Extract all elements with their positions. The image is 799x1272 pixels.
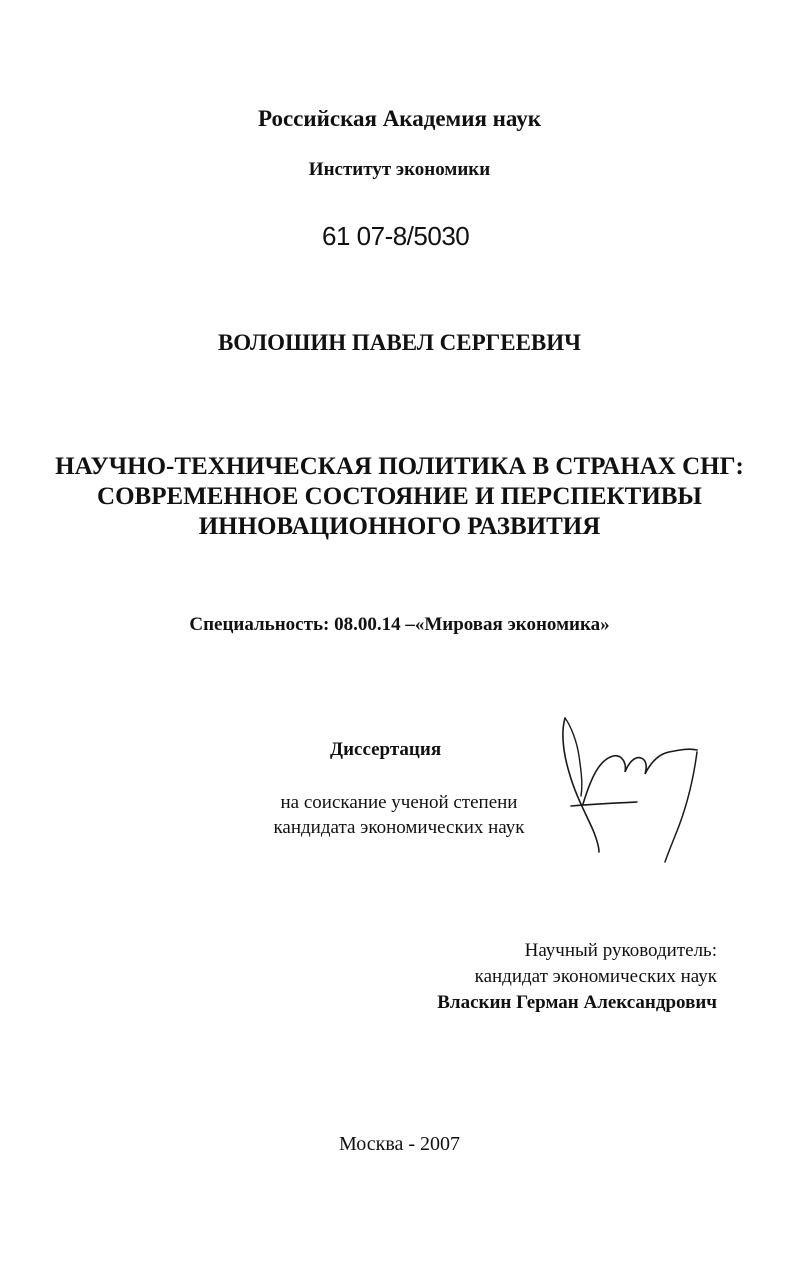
thesis-title [0,452,799,542]
advisor-name: Власкин Герман Александрович [437,992,717,1013]
degree-line: на соискание ученой степени [280,792,518,813]
thesis-title-line: ИННОВАЦИОННОГО РАЗВИТИЯ [198,513,601,540]
place-and-year: Москва - 2007 [338,1133,461,1155]
degree-statement [262,790,536,840]
author-name: ВОЛОШИН ПАВЕЛ СЕРГЕЕВИЧ [217,330,582,355]
academy-name: Российская Академия наук [257,106,541,131]
scientific-advisor [437,938,717,1016]
dissertation-label: Диссертация [330,739,442,760]
advisor-degree: кандидат экономических наук [474,966,717,987]
degree-line: кандидата экономических наук [273,817,525,838]
handwritten-signature [555,712,705,872]
advisor-role: Научный руководитель: [524,940,717,961]
catalog-number: 61 07-8/5030 [322,221,470,251]
thesis-title-line: СОВРЕМЕННОЕ СОСТОЯНИЕ И ПЕРСПЕКТИВЫ [97,483,702,510]
specialty: Специальность: 08.00.14 –«Мировая экономика» [189,614,610,635]
thesis-title-line: НАУЧНО-ТЕХНИЧЕСКАЯ ПОЛИТИКА В СТРАНАХ СНГ: [55,453,744,480]
institute-name: Институт экономики [308,159,491,180]
